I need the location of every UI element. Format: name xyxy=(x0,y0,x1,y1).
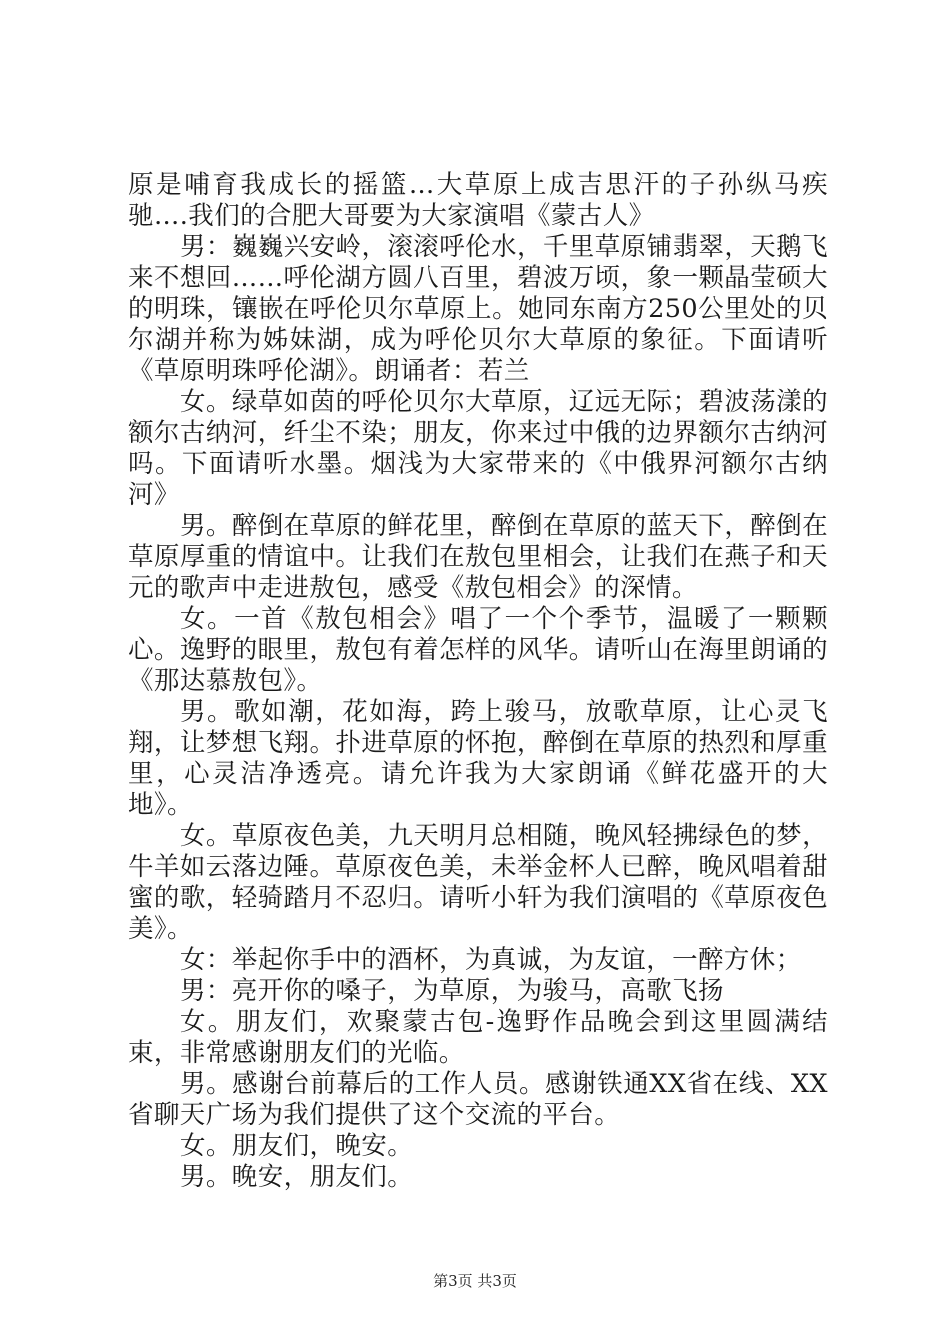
paragraph-female-goodnight: 女。朋友们，晚安。 xyxy=(180,1131,414,1161)
page-number-footer: 第3页 共3页 xyxy=(433,1272,517,1290)
paragraph-female-grassland-night: 女。草原夜色美，九天明月总相随，晚风轻拂绿色的梦，牛羊如云落边陲。草原夜色美，未举金杯人已醉，晚风唱着甜蜜的歌，轻骑踏月不忍归。请听小轩为我们演唱的《草原夜色美》。 xyxy=(128,821,828,944)
paragraph-female-erguna-river: 女。绿草如茵的呼伦贝尔大草原，辽远无际；碧波荡漾的额尔古纳河，纤尘不染；朋友，你来过中俄的边界额尔古纳河吗。下面请听水墨。烟浅为大家带来的《中俄界河额尔古纳河》 xyxy=(128,387,828,510)
document-body xyxy=(128,170,828,1193)
paragraph-male-goodnight: 男。晚安，朋友们。 xyxy=(180,1162,414,1192)
paragraph-male-thanks: 男。感谢台前幕后的工作人员。感谢铁通XX省在线、XX省聊天广场为我们提供了这个交流的平台。 xyxy=(128,1069,828,1130)
paragraph-female-nadam-aobao: 女。一首《敖包相会》唱了一个个季节，温暖了一颗颗心。逸野的眼里，敖包有着怎样的风华。请听山在海里朗诵的《那达慕敖包》。 xyxy=(128,604,828,696)
paragraph-male-aobao-meeting: 男。醉倒在草原的鲜花里，醉倒在草原的蓝天下，醉倒在草原厚重的情谊中。让我们在敖包里相会，让我们在燕子和天元的歌声中走进敖包，感受《敖包相会》的深情。 xyxy=(128,511,828,603)
paragraph-continuation: 原是哺育我成长的摇篮...大草原上成吉思汗的子孙纵马疾驰….我们的合肥大哥要为大家演唱《蒙古人》 xyxy=(128,170,828,231)
paragraph-male-hulun-lake: 男：巍巍兴安岭，滚滚呼伦水，千里草原铺翡翠，天鹅飞来不想回……呼伦湖方圆八百里，碧波万顷，象一颗晶莹硕大的明珠，镶嵌在呼伦贝尔草原上。她同东南方250公里处的贝尔湖并称为姊妹湖，成为呼伦贝尔大草原的象征。下面请听《草原明珠呼伦湖》。朗诵者：若兰 xyxy=(128,232,828,386)
paragraph-male-flowering-land: 男。歌如潮，花如海，跨上骏马，放歌草原，让心灵飞翔，让梦想飞翔。扑进草原的怀抱，醉倒在草原的热烈和厚重里，心灵洁净透亮。请允许我为大家朗诵《鲜花盛开的大地》。 xyxy=(128,697,828,820)
paragraph-female-toast: 女：举起你手中的酒杯，为真诚，为友谊，一醉方休； xyxy=(180,945,802,975)
paragraph-female-closing: 女。朋友们，欢聚蒙古包-逸野作品晚会到这里圆满结束，非常感谢朋友们的光临。 xyxy=(128,1007,828,1068)
paragraph-male-song: 男：亮开你的嗓子，为草原，为骏马，高歌飞扬 xyxy=(180,976,724,1006)
